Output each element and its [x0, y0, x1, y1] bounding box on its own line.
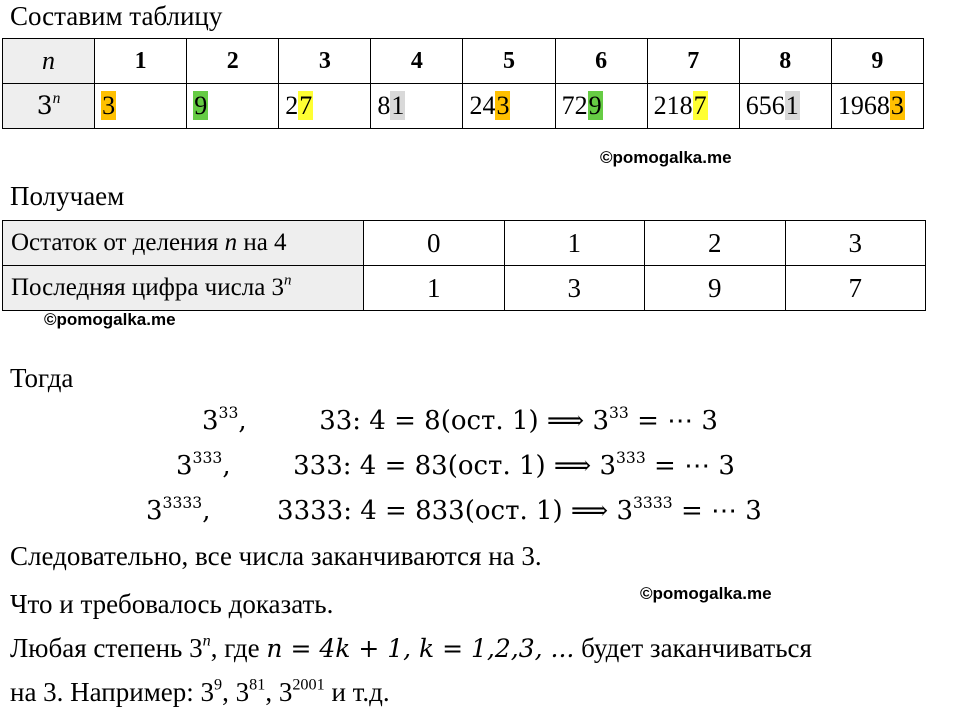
cell-n-header: n — [3, 39, 95, 84]
cell-last-digit-label: Последняя цифра числа 3$^n$ — [3, 266, 364, 311]
cell-n: 3 — [279, 39, 371, 84]
last-digit-highlight: 1 — [391, 91, 405, 120]
cell-power: 6561 — [739, 84, 831, 129]
cell-last-digit: 7 — [785, 266, 926, 311]
cell-power: 27 — [279, 84, 371, 129]
watermark: ©pomogalka.me — [600, 148, 732, 167]
cell-n: 6 — [555, 39, 647, 84]
cell-remainder: 3 — [785, 221, 926, 266]
cell-n: 1 — [95, 39, 187, 84]
then-label: Тогда — [10, 363, 74, 393]
generalization-line: Любая степень 3$^n$, где n = 4k + 1, k = 1,2,3, ... будет заканчиваться — [10, 631, 812, 663]
cell-remainder: 0 — [364, 221, 505, 266]
last-digit-highlight: 9 — [588, 91, 602, 120]
equation-row: $3^{3333}$, 3333: 4 = 833(ост. 1) ⟹ $3^{3333}$ = ⋯ 3 — [146, 494, 762, 526]
watermark: ©pomogalka.me — [44, 310, 176, 329]
last-digit-highlight: 7 — [693, 91, 707, 120]
last-digit-highlight: 9 — [194, 91, 208, 120]
last-digit-highlight: 3 — [496, 91, 510, 120]
heading-result: Получаем — [10, 181, 125, 211]
last-digit-highlight: 1 — [785, 91, 799, 120]
cell-n: 2 — [187, 39, 279, 84]
cell-last-digit: 3 — [504, 266, 645, 311]
equation-row: $3^{33}$, 33: 4 = 8(ост. 1) ⟹ $3^{33}$ = ⋯ 3 — [202, 404, 718, 436]
table-row-remainder — [3, 221, 926, 266]
cell-remainder-label: Остаток от деления n на 4 — [3, 221, 364, 266]
cell-power: 19683 — [831, 84, 923, 129]
cell-remainder: 1 — [504, 221, 645, 266]
cell-remainder: 2 — [645, 221, 786, 266]
last-digit-highlight: 3 — [102, 91, 116, 120]
cell-power-header: 3$^n$ — [3, 84, 95, 129]
heading-compose-table: Составим таблицу — [10, 1, 223, 31]
cell-power — [187, 84, 279, 129]
cell-power: 243 — [463, 84, 555, 129]
last-digit-highlight: 3 — [890, 91, 904, 120]
cell-last-digit: 1 — [364, 266, 505, 311]
cell-last-digit: 9 — [645, 266, 786, 311]
table-row-last-digit — [3, 266, 926, 311]
cell-power — [95, 84, 187, 129]
cell-n: 5 — [463, 39, 555, 84]
example-line: на 3. Например: $3^9$, $3^{81}$, $3^{2001}$ и т.д. — [10, 675, 390, 707]
cell-n: 4 — [371, 39, 463, 84]
proof-complete-line: Что и требовалось доказать. — [10, 589, 334, 619]
cell-n: 9 — [831, 39, 923, 84]
cell-n: 7 — [647, 39, 739, 84]
table-row-n — [3, 39, 924, 84]
watermark: ©pomogalka.me — [640, 584, 772, 603]
cell-power: 81 — [371, 84, 463, 129]
cell-power: 729 — [555, 84, 647, 129]
cell-n: 8 — [739, 39, 831, 84]
powers-table — [2, 38, 924, 129]
equation-row: $3^{333}$, 333: 4 = 83(ост. 1) ⟹ $3^{333}$ = ⋯ 3 — [176, 449, 735, 481]
cell-power: 2187 — [647, 84, 739, 129]
remainder-table — [2, 220, 926, 311]
table-row-power — [3, 84, 924, 129]
conclusion-line: Следовательно, все числа заканчиваются на 3. — [10, 541, 542, 571]
last-digit-highlight: 7 — [299, 91, 313, 120]
